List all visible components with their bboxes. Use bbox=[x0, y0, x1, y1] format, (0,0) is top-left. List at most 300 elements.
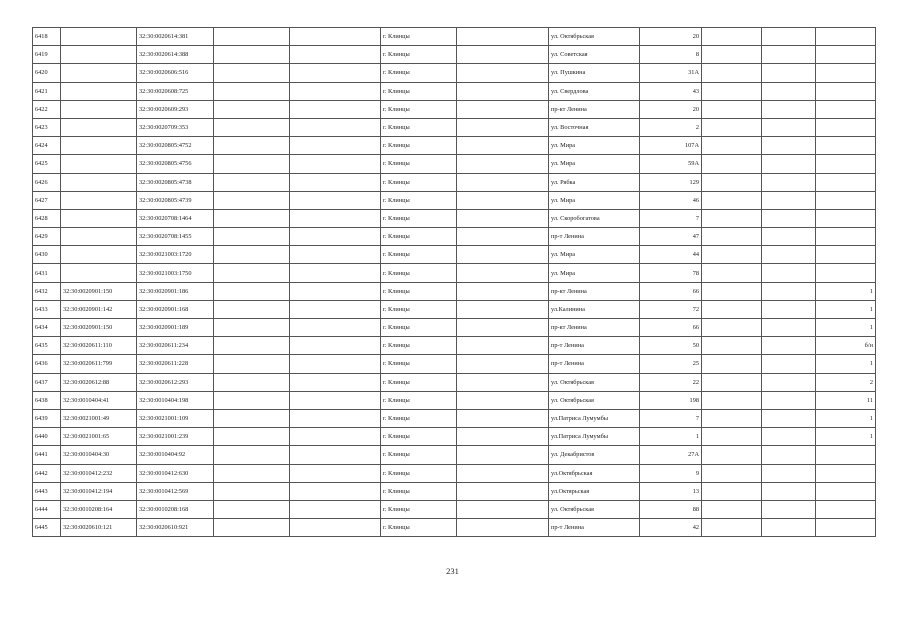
empty-cell bbox=[762, 264, 816, 282]
empty-cell bbox=[214, 319, 290, 337]
city: г. Клинцы bbox=[381, 409, 457, 427]
extra-value: б/н bbox=[816, 337, 876, 355]
city: г. Клинцы bbox=[381, 337, 457, 355]
cadastral-number: 32:30:0010404:198 bbox=[137, 391, 214, 409]
street: ул. Восточная bbox=[549, 118, 640, 136]
street: пр-кт Ленина bbox=[549, 100, 640, 118]
house-number: 27А bbox=[640, 446, 702, 464]
empty-cell bbox=[457, 209, 549, 227]
empty-cell bbox=[214, 428, 290, 446]
city: г. Клинцы bbox=[381, 319, 457, 337]
row-number: 6445 bbox=[33, 519, 61, 537]
extra-value bbox=[816, 228, 876, 246]
empty-cell bbox=[762, 409, 816, 427]
empty-cell bbox=[702, 428, 762, 446]
house-number: 22 bbox=[640, 373, 702, 391]
table-row bbox=[33, 428, 876, 446]
house-number: 88 bbox=[640, 500, 702, 518]
cadastral-number: 32:30:0010208:168 bbox=[137, 500, 214, 518]
cadastral-number: 32:30:0020606:516 bbox=[137, 64, 214, 82]
row-number: 6440 bbox=[33, 428, 61, 446]
empty-cell bbox=[702, 82, 762, 100]
row-number: 6424 bbox=[33, 137, 61, 155]
empty-cell bbox=[702, 264, 762, 282]
empty-cell bbox=[290, 246, 381, 264]
cadastral-number: 32:30:0020708:1464 bbox=[137, 209, 214, 227]
empty-cell bbox=[762, 28, 816, 46]
empty-cell bbox=[762, 464, 816, 482]
cadastral-number: 32:30:0020805:4738 bbox=[137, 173, 214, 191]
table-row bbox=[33, 355, 876, 373]
empty-cell bbox=[457, 355, 549, 373]
empty-cell bbox=[290, 300, 381, 318]
empty-cell bbox=[457, 409, 549, 427]
empty-cell bbox=[702, 246, 762, 264]
empty-cell bbox=[290, 337, 381, 355]
city: г. Клинцы bbox=[381, 482, 457, 500]
row-number: 6433 bbox=[33, 300, 61, 318]
house-number: 13 bbox=[640, 482, 702, 500]
cadastral-number: 32:30:0021003:1750 bbox=[137, 264, 214, 282]
empty-cell bbox=[702, 209, 762, 227]
empty-cell bbox=[214, 282, 290, 300]
street: ул.Октярьская bbox=[549, 482, 640, 500]
extra-value bbox=[816, 191, 876, 209]
street: ул. Мира bbox=[549, 137, 640, 155]
row-number: 6423 bbox=[33, 118, 61, 136]
extra-value bbox=[816, 446, 876, 464]
city: г. Клинцы bbox=[381, 118, 457, 136]
register-rows bbox=[33, 28, 876, 537]
empty-cell bbox=[214, 300, 290, 318]
empty-cell bbox=[457, 319, 549, 337]
row-number: 6420 bbox=[33, 64, 61, 82]
empty-cell bbox=[457, 28, 549, 46]
empty-cell bbox=[702, 100, 762, 118]
empty-cell bbox=[702, 373, 762, 391]
cadastral-number: 32:30:0020612:293 bbox=[137, 373, 214, 391]
house-number: 20 bbox=[640, 28, 702, 46]
empty-cell bbox=[290, 264, 381, 282]
street: ул. Мира bbox=[549, 191, 640, 209]
extra-value bbox=[816, 519, 876, 537]
house-number: 72 bbox=[640, 300, 702, 318]
table-row bbox=[33, 409, 876, 427]
empty-cell bbox=[214, 209, 290, 227]
cadastral-number: 32:30:0020901:168 bbox=[137, 300, 214, 318]
empty-cell bbox=[702, 64, 762, 82]
house-number: 66 bbox=[640, 319, 702, 337]
street: ул. Советская bbox=[549, 46, 640, 64]
empty-cell bbox=[457, 82, 549, 100]
empty-cell bbox=[290, 28, 381, 46]
empty-cell bbox=[702, 409, 762, 427]
city: г. Клинцы bbox=[381, 355, 457, 373]
empty-cell bbox=[762, 391, 816, 409]
street: ул. Мира bbox=[549, 155, 640, 173]
table-row bbox=[33, 319, 876, 337]
city: г. Клинцы bbox=[381, 46, 457, 64]
cadastral-number: 32:30:0020608:725 bbox=[137, 82, 214, 100]
street: пр-т Ленина bbox=[549, 355, 640, 373]
row-number: 6426 bbox=[33, 173, 61, 191]
extra-value: 1 bbox=[816, 409, 876, 427]
extra-value bbox=[816, 137, 876, 155]
empty-cell bbox=[762, 282, 816, 300]
empty-cell bbox=[290, 428, 381, 446]
empty-cell bbox=[290, 482, 381, 500]
empty-cell bbox=[214, 409, 290, 427]
empty-cell bbox=[702, 464, 762, 482]
table-row bbox=[33, 173, 876, 191]
previous-cadastral-number bbox=[61, 228, 137, 246]
extra-value bbox=[816, 246, 876, 264]
street: пр-т Ленина bbox=[549, 337, 640, 355]
empty-cell bbox=[762, 173, 816, 191]
empty-cell bbox=[457, 173, 549, 191]
house-number: 20 bbox=[640, 100, 702, 118]
empty-cell bbox=[702, 191, 762, 209]
street: ул. Мира bbox=[549, 264, 640, 282]
cadastral-number: 32:30:0020901:189 bbox=[137, 319, 214, 337]
row-number: 6430 bbox=[33, 246, 61, 264]
city: г. Клинцы bbox=[381, 428, 457, 446]
extra-value: 1 bbox=[816, 300, 876, 318]
cadastral-number: 32:30:0010404:92 bbox=[137, 446, 214, 464]
row-number: 6429 bbox=[33, 228, 61, 246]
city: г. Клинцы bbox=[381, 191, 457, 209]
table-row bbox=[33, 300, 876, 318]
empty-cell bbox=[214, 46, 290, 64]
row-number: 6437 bbox=[33, 373, 61, 391]
cadastral-number: 32:30:0010412:630 bbox=[137, 464, 214, 482]
empty-cell bbox=[702, 173, 762, 191]
empty-cell bbox=[290, 100, 381, 118]
empty-cell bbox=[290, 409, 381, 427]
empty-cell bbox=[702, 46, 762, 64]
row-number: 6427 bbox=[33, 191, 61, 209]
table-row bbox=[33, 191, 876, 209]
empty-cell bbox=[762, 228, 816, 246]
empty-cell bbox=[762, 246, 816, 264]
empty-cell bbox=[290, 464, 381, 482]
house-number: 66 bbox=[640, 282, 702, 300]
previous-cadastral-number: 32:30:0010404:41 bbox=[61, 391, 137, 409]
cadastral-number: 32:30:0010412:569 bbox=[137, 482, 214, 500]
empty-cell bbox=[702, 519, 762, 537]
house-number: 46 bbox=[640, 191, 702, 209]
city: г. Клинцы bbox=[381, 446, 457, 464]
house-number: 43 bbox=[640, 82, 702, 100]
empty-cell bbox=[457, 391, 549, 409]
previous-cadastral-number: 32:30:0020901:142 bbox=[61, 300, 137, 318]
row-number: 6418 bbox=[33, 28, 61, 46]
street: ул. Октябрьская bbox=[549, 373, 640, 391]
empty-cell bbox=[702, 137, 762, 155]
previous-cadastral-number bbox=[61, 28, 137, 46]
cadastral-number: 32:30:0020614:381 bbox=[137, 28, 214, 46]
street: ул.Патриса Лумумбы bbox=[549, 428, 640, 446]
previous-cadastral-number: 32:30:0020901:150 bbox=[61, 282, 137, 300]
empty-cell bbox=[762, 46, 816, 64]
empty-cell bbox=[214, 173, 290, 191]
empty-cell bbox=[290, 64, 381, 82]
city: г. Клинцы bbox=[381, 264, 457, 282]
extra-value: 1 bbox=[816, 282, 876, 300]
empty-cell bbox=[457, 228, 549, 246]
empty-cell bbox=[290, 391, 381, 409]
extra-value bbox=[816, 209, 876, 227]
row-number: 6441 bbox=[33, 446, 61, 464]
extra-value bbox=[816, 46, 876, 64]
empty-cell bbox=[457, 446, 549, 464]
extra-value bbox=[816, 264, 876, 282]
empty-cell bbox=[457, 519, 549, 537]
row-number: 6435 bbox=[33, 337, 61, 355]
extra-value bbox=[816, 82, 876, 100]
city: г. Клинцы bbox=[381, 373, 457, 391]
city: г. Клинцы bbox=[381, 209, 457, 227]
table-row bbox=[33, 446, 876, 464]
extra-value: 1 bbox=[816, 355, 876, 373]
cadastral-number: 32:30:0020901:186 bbox=[137, 282, 214, 300]
empty-cell bbox=[762, 100, 816, 118]
row-number: 6439 bbox=[33, 409, 61, 427]
empty-cell bbox=[290, 500, 381, 518]
table-row bbox=[33, 46, 876, 64]
empty-cell bbox=[702, 355, 762, 373]
row-number: 6436 bbox=[33, 355, 61, 373]
empty-cell bbox=[290, 373, 381, 391]
street: ул. Октябрьская bbox=[549, 28, 640, 46]
table-row bbox=[33, 118, 876, 136]
city: г. Клинцы bbox=[381, 100, 457, 118]
city: г. Клинцы bbox=[381, 391, 457, 409]
city: г. Клинцы bbox=[381, 300, 457, 318]
previous-cadastral-number: 32:30:0010412:194 bbox=[61, 482, 137, 500]
previous-cadastral-number bbox=[61, 246, 137, 264]
previous-cadastral-number: 32:30:0020612:88 bbox=[61, 373, 137, 391]
empty-cell bbox=[457, 100, 549, 118]
previous-cadastral-number bbox=[61, 173, 137, 191]
house-number: 107А bbox=[640, 137, 702, 155]
empty-cell bbox=[702, 319, 762, 337]
empty-cell bbox=[457, 282, 549, 300]
street: пр-т Ленина bbox=[549, 228, 640, 246]
house-number: 50 bbox=[640, 337, 702, 355]
empty-cell bbox=[457, 337, 549, 355]
cadastral-number: 32:30:0020614:388 bbox=[137, 46, 214, 64]
extra-value bbox=[816, 173, 876, 191]
row-number: 6431 bbox=[33, 264, 61, 282]
empty-cell bbox=[457, 246, 549, 264]
empty-cell bbox=[762, 519, 816, 537]
house-number: 59А bbox=[640, 155, 702, 173]
empty-cell bbox=[762, 500, 816, 518]
table-row bbox=[33, 391, 876, 409]
cadastral-number: 32:30:0020709:353 bbox=[137, 118, 214, 136]
empty-cell bbox=[702, 155, 762, 173]
city: г. Клинцы bbox=[381, 464, 457, 482]
cadastral-number: 32:30:0020610:921 bbox=[137, 519, 214, 537]
house-number: 44 bbox=[640, 246, 702, 264]
empty-cell bbox=[702, 228, 762, 246]
house-number: 9 bbox=[640, 464, 702, 482]
previous-cadastral-number: 32:30:0020901:150 bbox=[61, 319, 137, 337]
empty-cell bbox=[762, 191, 816, 209]
row-number: 6425 bbox=[33, 155, 61, 173]
extra-value: 1 bbox=[816, 319, 876, 337]
empty-cell bbox=[214, 155, 290, 173]
empty-cell bbox=[762, 64, 816, 82]
empty-cell bbox=[214, 191, 290, 209]
previous-cadastral-number bbox=[61, 82, 137, 100]
street: ул.Патриса Лумумбы bbox=[549, 409, 640, 427]
house-number: 78 bbox=[640, 264, 702, 282]
cadastral-number: 32:30:0020609:293 bbox=[137, 100, 214, 118]
row-number: 6443 bbox=[33, 482, 61, 500]
empty-cell bbox=[457, 428, 549, 446]
cadastral-number: 32:30:0021003:1720 bbox=[137, 246, 214, 264]
previous-cadastral-number: 32:30:0020610:121 bbox=[61, 519, 137, 537]
house-number: 7 bbox=[640, 409, 702, 427]
extra-value: 11 bbox=[816, 391, 876, 409]
cadastral-number: 32:30:0020611:234 bbox=[137, 337, 214, 355]
table-row bbox=[33, 64, 876, 82]
table-row bbox=[33, 246, 876, 264]
previous-cadastral-number: 32:30:0021001:49 bbox=[61, 409, 137, 427]
city: г. Клинцы bbox=[381, 519, 457, 537]
cadastral-number: 32:30:0020708:1455 bbox=[137, 228, 214, 246]
empty-cell bbox=[290, 155, 381, 173]
empty-cell bbox=[702, 391, 762, 409]
table-row bbox=[33, 482, 876, 500]
empty-cell bbox=[457, 137, 549, 155]
empty-cell bbox=[762, 428, 816, 446]
empty-cell bbox=[214, 355, 290, 373]
table-row bbox=[33, 28, 876, 46]
previous-cadastral-number bbox=[61, 155, 137, 173]
empty-cell bbox=[214, 519, 290, 537]
table-row bbox=[33, 100, 876, 118]
street: пр-т Ленина bbox=[549, 519, 640, 537]
city: г. Клинцы bbox=[381, 228, 457, 246]
table-row bbox=[33, 519, 876, 537]
row-number: 6419 bbox=[33, 46, 61, 64]
cadastral-number: 32:30:0020805:4739 bbox=[137, 191, 214, 209]
house-number: 7 bbox=[640, 209, 702, 227]
register-table bbox=[32, 27, 876, 537]
previous-cadastral-number: 32:30:0021001:65 bbox=[61, 428, 137, 446]
empty-cell bbox=[214, 482, 290, 500]
empty-cell bbox=[214, 391, 290, 409]
extra-value bbox=[816, 28, 876, 46]
empty-cell bbox=[290, 282, 381, 300]
empty-cell bbox=[457, 46, 549, 64]
row-number: 6444 bbox=[33, 500, 61, 518]
table-row bbox=[33, 373, 876, 391]
previous-cadastral-number: 32:30:0010412:232 bbox=[61, 464, 137, 482]
city: г. Клинцы bbox=[381, 82, 457, 100]
empty-cell bbox=[762, 355, 816, 373]
empty-cell bbox=[762, 300, 816, 318]
previous-cadastral-number bbox=[61, 118, 137, 136]
empty-cell bbox=[214, 500, 290, 518]
empty-cell bbox=[214, 464, 290, 482]
previous-cadastral-number bbox=[61, 100, 137, 118]
extra-value bbox=[816, 155, 876, 173]
street: ул. Рябка bbox=[549, 173, 640, 191]
previous-cadastral-number bbox=[61, 64, 137, 82]
extra-value bbox=[816, 464, 876, 482]
city: г. Клинцы bbox=[381, 246, 457, 264]
table-row bbox=[33, 228, 876, 246]
previous-cadastral-number bbox=[61, 209, 137, 227]
empty-cell bbox=[290, 446, 381, 464]
empty-cell bbox=[762, 482, 816, 500]
city: г. Клинцы bbox=[381, 64, 457, 82]
city: г. Клинцы bbox=[381, 155, 457, 173]
empty-cell bbox=[457, 482, 549, 500]
empty-cell bbox=[762, 373, 816, 391]
table-row bbox=[33, 137, 876, 155]
extra-value bbox=[816, 118, 876, 136]
extra-value: 1 bbox=[816, 428, 876, 446]
street: ул. Мира bbox=[549, 246, 640, 264]
city: г. Клинцы bbox=[381, 173, 457, 191]
empty-cell bbox=[457, 64, 549, 82]
empty-cell bbox=[457, 155, 549, 173]
house-number: 1 bbox=[640, 428, 702, 446]
previous-cadastral-number: 32:30:0020611:799 bbox=[61, 355, 137, 373]
previous-cadastral-number: 32:30:0020611:110 bbox=[61, 337, 137, 355]
empty-cell bbox=[762, 337, 816, 355]
extra-value bbox=[816, 64, 876, 82]
empty-cell bbox=[457, 264, 549, 282]
city: г. Клинцы bbox=[381, 28, 457, 46]
empty-cell bbox=[290, 173, 381, 191]
street: ул. Скоробогатова bbox=[549, 209, 640, 227]
empty-cell bbox=[457, 464, 549, 482]
empty-cell bbox=[290, 137, 381, 155]
previous-cadastral-number: 32:30:0010404:30 bbox=[61, 446, 137, 464]
table-row bbox=[33, 155, 876, 173]
empty-cell bbox=[214, 137, 290, 155]
row-number: 6422 bbox=[33, 100, 61, 118]
street: ул. Свердлова bbox=[549, 82, 640, 100]
empty-cell bbox=[762, 82, 816, 100]
house-number: 42 bbox=[640, 519, 702, 537]
empty-cell bbox=[214, 82, 290, 100]
table-row bbox=[33, 337, 876, 355]
row-number: 6438 bbox=[33, 391, 61, 409]
city: г. Клинцы bbox=[381, 500, 457, 518]
empty-cell bbox=[762, 118, 816, 136]
empty-cell bbox=[214, 228, 290, 246]
empty-cell bbox=[457, 118, 549, 136]
street: пр-кт Ленина bbox=[549, 282, 640, 300]
cadastral-number: 32:30:0020611:228 bbox=[137, 355, 214, 373]
empty-cell bbox=[762, 446, 816, 464]
city: г. Клинцы bbox=[381, 137, 457, 155]
cadastral-number: 32:30:0020805:4756 bbox=[137, 155, 214, 173]
previous-cadastral-number bbox=[61, 137, 137, 155]
street: ул.Калинина bbox=[549, 300, 640, 318]
table-row bbox=[33, 500, 876, 518]
page-number: 231 bbox=[446, 566, 459, 576]
empty-cell bbox=[457, 191, 549, 209]
empty-cell bbox=[457, 500, 549, 518]
